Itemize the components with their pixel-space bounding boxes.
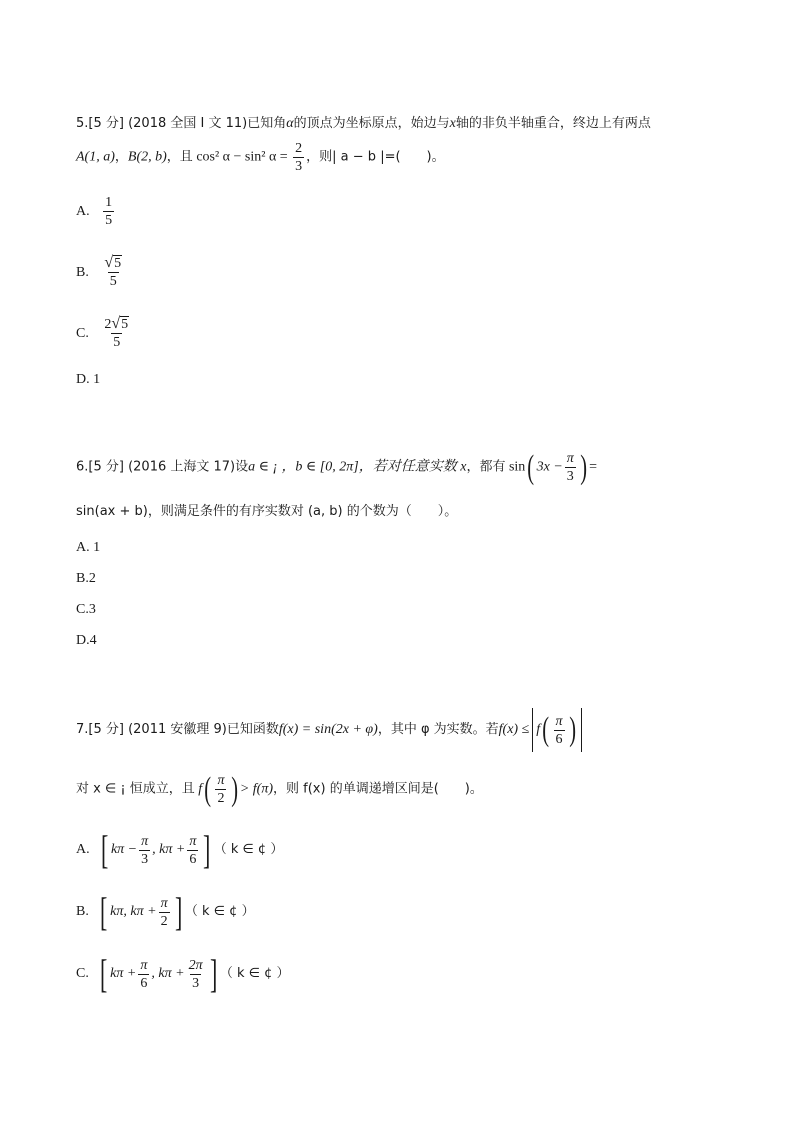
q6-inner: 3x − (536, 459, 563, 475)
q7-option-b-frac (159, 895, 170, 930)
q7-option-a-mid: , kπ + (152, 842, 186, 858)
q7-frac1-den: 6 (555, 731, 563, 747)
q7-gt: > f(π) (239, 781, 274, 797)
q5-option-c (76, 316, 133, 351)
q6-eq: = (589, 459, 598, 475)
q7-option-b-left: kπ, kπ + (110, 904, 157, 920)
q7-option-a-d1: 3 (141, 851, 149, 867)
q7-option-a-n1: π (141, 833, 149, 849)
q5-option-c-radicand: 5 (121, 317, 129, 332)
q5-fraction (293, 140, 304, 175)
q7-ineq: f(x) ≤ (498, 722, 530, 738)
q7-option-c-mid: , kπ + (151, 966, 185, 982)
q7-stem-b: 对 x ∈ ¡ 恒成立，且 (76, 781, 195, 797)
q7-option-c-n1: π (140, 957, 148, 973)
q5-option-a-den: 5 (105, 213, 113, 228)
q7-stem-a: 7.[5 分] (2011 安徽理 9)已知函数 (76, 722, 279, 738)
q7-option-a-label: A. (76, 842, 90, 857)
q7-line2: 对 x ∈ ¡ 恒成立，且 f( $\frac{\pi}{2}$ ) > f(π)，则 f(x) 的单调递增区间是( )。 (76, 770, 483, 808)
q7-option-b-k: （ k ∈ ¢ ） (184, 904, 255, 920)
q5-option-b (76, 255, 126, 290)
q5-option-b-frac (102, 255, 124, 290)
q5-line2: A(1, a)，B(2, b)，且 cos² α − sin² α = $\frac{2}{3}$ ，则| a − b |=( )。 (76, 141, 445, 174)
q5-option-c-coef: 2 (104, 317, 112, 332)
q7-option-a: A. [ kπ − $\frac{\pi}{3}$ , kπ + $\frac{\pi}{6}$ ] （ k ∈ ¢ ） (76, 827, 284, 872)
q5-option-c-label: C. (76, 325, 89, 341)
q7-option-a-left: kπ − (110, 842, 138, 858)
q6-option-c: C.3 (76, 602, 96, 617)
q6-option-d: D.4 (76, 633, 97, 648)
q5-option-a-frac (103, 194, 114, 229)
q5-option-c-frac (102, 316, 131, 351)
q6-stem-a: 6.[5 分] (2016 上海文 17)设 (76, 459, 249, 475)
q5-option-d-text: D. 1 (76, 372, 101, 387)
q7-option-a-frac1 (139, 833, 150, 868)
q6-sin: sin (508, 459, 526, 475)
q7-option-a-frac2 (187, 833, 198, 868)
q5-option-b-radicand: 5 (114, 256, 122, 271)
q7-f: f (536, 722, 541, 738)
q5-stem-a: 5.[5 分] (2018 全国 I 文 11)已知角 (76, 116, 287, 131)
q7-option-c: C. [ kπ + $\frac{\pi}{6}$ , kπ + $\frac{2\pi}{3}$ ] （ k ∈ ¢ ） (76, 951, 290, 996)
q7-fraction-1 (554, 713, 565, 748)
q7-frac2-den: 2 (217, 791, 225, 806)
q6-frac-num: π (566, 451, 574, 466)
q5-option-b-label: B. (76, 264, 89, 280)
q5-option-a-num: 1 (105, 195, 113, 210)
q5-stem-b: 的顶点为坐标原点，始边与 (293, 116, 450, 131)
q5-option-a-label: A. (76, 203, 90, 219)
q7-frac2-num: π (217, 773, 225, 788)
q7-option-a-d2: 6 (189, 851, 197, 867)
q7-option-a-n2: π (189, 833, 197, 849)
q5-line1: 5.[5 分] (2018 全国 I 文 11)已知角α的顶点为坐标原点，始边与x轴的非负半轴重合，终边上有两点 (76, 116, 651, 131)
q7-option-b: B. [ kπ, kπ + $\frac{\pi}{2}$ ] （ k ∈ ¢ ） (76, 889, 255, 934)
q7-option-c-d1: 6 (140, 975, 148, 991)
q6-option-a: A. 1 (76, 540, 101, 555)
q6-x: x (460, 459, 467, 475)
q5-trig-expr: cos² α − sin² α = (196, 149, 288, 165)
q7-option-c-d2: 3 (192, 975, 200, 991)
q6-line2 (76, 502, 457, 522)
q5-option-c-num: 2 √ 5 (104, 315, 129, 332)
q7-option-a-k: （ k ∈ ¢ ） (213, 842, 284, 858)
q7-option-c-left: kπ + (110, 966, 137, 982)
q5-option-a (76, 194, 116, 229)
q7-option-c-label: C. (76, 966, 89, 981)
q7-option-b-n: π (160, 895, 168, 911)
q7-fraction-2 (215, 772, 226, 807)
q6-option-b: B.2 (76, 571, 96, 586)
q6-fraction (565, 450, 576, 485)
q7-line1: 7.[5 分] (2011 安徽理 9)已知函数f(x) = sin(2x + φ)，其中 φ 为实数。若f(x) ≤ f( $\frac{\pi}{6}$ ) (76, 708, 585, 752)
q7-fx: f(x) = sin(2x + φ) (278, 722, 378, 738)
q5-option-b-den: 5 (109, 274, 117, 289)
q6-a-in: a ∈ ¡ (248, 459, 278, 475)
q7-option-c-k: （ k ∈ ¢ ） (219, 966, 290, 982)
q5-frac-num: 2 (295, 141, 303, 156)
q5-option-b-num: √ 5 (104, 254, 122, 271)
q5-tail: ，则| a − b |=( )。 (306, 149, 445, 165)
q5-frac-den: 3 (295, 159, 303, 174)
q7-option-c-frac2 (187, 957, 205, 992)
q7-option-c-frac1 (138, 957, 149, 992)
q5-sep: ，且 (166, 149, 193, 165)
q7-stem-c: ，则 f(x) 的单调递增区间是( )。 (273, 781, 483, 797)
q5-option-d (76, 372, 100, 388)
q5-stem-c: 轴的非负半轴重合，终边上有两点 (455, 116, 651, 131)
q7-mid: ，其中 φ 为实数。若 (377, 722, 499, 738)
q6-all: ，都有 (466, 459, 506, 475)
q7-frac1-num: π (555, 713, 563, 729)
q5-point-a: A(1, a) (76, 149, 115, 165)
q7-option-c-n2: 2π (188, 957, 203, 973)
q7-f2: f (198, 781, 203, 797)
q5-point-b: B(2, b) (127, 149, 167, 165)
q6-b-in: ，b ∈ [0, 2π]，若对任意实数 (281, 459, 457, 475)
q6-line1: 6.[5 分] (2016 上海文 17)设a ∈ ¡ ，b ∈ [0, 2π]，若对任意实数 x，都有 sin( 3x − $\frac{\pi}{3}$ ) = (76, 448, 598, 486)
q6-stem-b: sin(ax + b)，则满足条件的有序实数对 (a, b) 的个数为（ ）。 (76, 504, 458, 519)
q7-option-b-d: 2 (160, 913, 168, 929)
q5-option-c-den: 5 (113, 335, 121, 350)
q6-frac-den: 3 (566, 469, 574, 484)
q7-option-b-label: B. (76, 904, 89, 919)
